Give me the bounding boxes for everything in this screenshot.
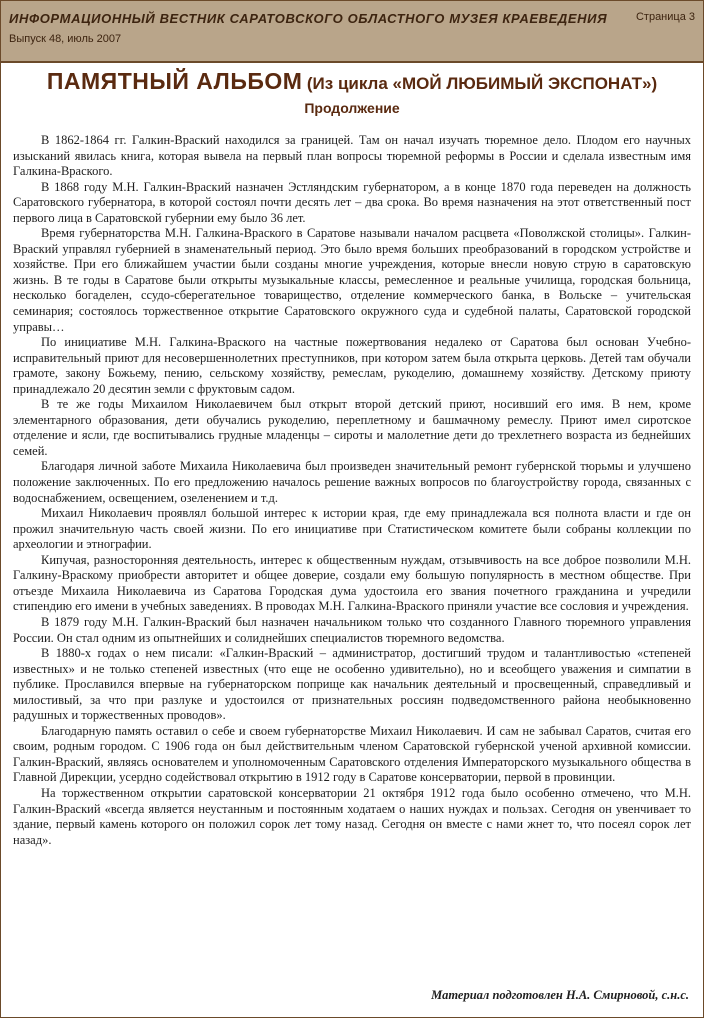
paragraph: В те же годы Михаилом Николаевичем был открыт второй детский приют, носивший его имя. В нем, кроме элементарного образования, дети обучались рукоделию, переплетному и башмачному ремеслу. Приют имел сиротское отделение и ясли, где воспитывались грудные младенцы – сироты и малолетние дети до трехлетнего возраста из беднейших семей. [13, 397, 691, 458]
article-title-cycle: (Из цикла «МОЙ ЛЮБИМЫЙ ЭКСПОНАТ») [306, 74, 658, 93]
article-title-main: ПАМЯТНЫЙ АЛЬБОМ [46, 68, 303, 94]
newsletter-header [1, 1, 703, 63]
paragraph: Благодаря личной заботе Михаила Николаевича был произведен значительный ремонт губернской тюрьмы и улучшено положение заключенных. По его предложению началось решение важных вопросов по благоустройству города, связанных с водоснабжением, освещением, озеленением и т.д. [13, 459, 691, 505]
issue-info: Выпуск 48, июль 2007 [9, 33, 122, 45]
paragraph: Благодарную память оставил о себе и своем губернаторстве Михаил Николаевич. И сам не забывал Саратов, считая его своим, родным городом. С 1906 года он был действительным членом Саратовской губернской ученой архивной комиссии. Галкин-Враский, являясь основателем и уполномоченным Саратовского отделения Императорского музыкального общества в Главной Дирекции, усердно содействовал открытию в 1912 году в Саратове консерватории, первой в провинции. [13, 723, 691, 785]
newsletter-title: ИНФОРМАЦИОННЫЙ ВЕСТНИК САРАТОВСКОГО ОБЛАСТНОГО МУЗЕЯ КРАЕВЕДЕНИЯ [9, 11, 608, 26]
paragraph: В 1862-1864 гг. Галкин-Враский находился за границей. Там он начал изучать тюремное дело. Плодом его научных изысканий явилась книга, которая вывела на первый план вопросы тюремной реформы в России и сделала известным имя Галкина-Враского. [13, 133, 691, 179]
paragraph: В 1880-х годах о нем писали: «Галкин-Враский – администратор, достигший трудом и талантливостью «степеней известных» и не только степеней известных (что еще не особенно удивительно), но и всеобщего уважения и симпатии в публике. Прославился впервые на губернаторском поприще как начальник деятельный и просвещенный, справедливый и милостивый, за что при разлуке и удостоился от признательных россиян подведомственного района необыкновенно радушных и торжественных проводов». [13, 646, 691, 723]
paragraph: На торжественном открытии саратовской консерватории 21 октября 1912 года было особенно отмечено, что М.Н. Галкин-Враский «всегда является неустанным и постоянным ходатаем о наших нуждах и пользах. Сегодня он увенчивает то здание, первый камень которого он положил сорок лет тому назад. Сегодня он вместе с нами жнет то, что посеял сорок лет назад». [13, 785, 691, 847]
paragraph: Михаил Николаевич проявлял большой интерес к истории края, где ему принадлежала вся полнота власти и где он прожил значительную часть своей жизни. По его инициативе при Статистическом комитете были собраны коллекции по археологии и этнографии. [13, 506, 691, 552]
article-title [1, 68, 703, 95]
author-signature: Материал подготовлен Н.А. Смирновой, с.н.с. [431, 988, 689, 1002]
article-body [13, 133, 691, 848]
paragraph: Кипучая, разносторонняя деятельность, интерес к общественным нуждам, отзывчивость на все доброе позволили М.Н. Галкину-Враскому приобрести авторитет и общее доверие, создали ему большую популярность в местном обществе. При отъезде Михаила Николаевича из Саратова Городская дума удостоила его звания почетного гражданина и учредили стипендию его имени в учебных заведениях. В проводах М.Н. Галкина-Враского приняли участие все сословия и учреждения. [13, 552, 691, 614]
paragraph: В 1879 году М.Н. Галкин-Враский был назначен начальником только что созданного Главного тюремного управления России. Он стал одним из опытнейших и солиднейших специалистов тюремного ведомства. [13, 614, 691, 645]
page-number: Страница 3 [635, 11, 695, 23]
paragraph: Время губернаторства М.Н. Галкина-Враского в Саратове называли началом расцвета «Поволжской столицы». Галкин-Враский управлял губернией в знаменательный период. Это было время больших преобразований в городском устройстве и хозяйстве. При его ближайшем участии были созданы многие учреждения, которые внесли новую струю в саратовскую жизнь. В те годы в Саратове были открыты музыкальные классы, ремесленное и реальные училища, городская больница, несколько богаделен, ссудо-сберегательное товарищество, отделение коммерческого банка, в Вольске – учительская семинария; состоялось торжественное открытие Саратовского окружного суда и судебной палаты, Саратовской городской управы… [13, 226, 691, 334]
paragraph: По инициативе М.Н. Галкина-Враского на частные пожертвования недалеко от Саратова был основан Учебно-исправительный приют для несовершеннолетних преступников, при котором затем была открыта церковь. Детей там обучали грамоте, закону Божьему, пению, сельскому хозяйству, ремеслам, рукоделию, домашнему хозяйству. Детскому приюту принадлежало 20 десятин земли с фруктовым садом. [13, 335, 691, 396]
article-subtitle: Продолжение [304, 100, 400, 116]
paragraph: В 1868 году М.Н. Галкин-Враский назначен Эстляндским губернатором, а в конце 1870 года переведен на должность Саратовского губернатора, в которой состоял почти десять лет – два срока. Во время назначения на этот ответственный пост первого лица в Саратовской губернии ему было 36 лет. [13, 179, 691, 225]
